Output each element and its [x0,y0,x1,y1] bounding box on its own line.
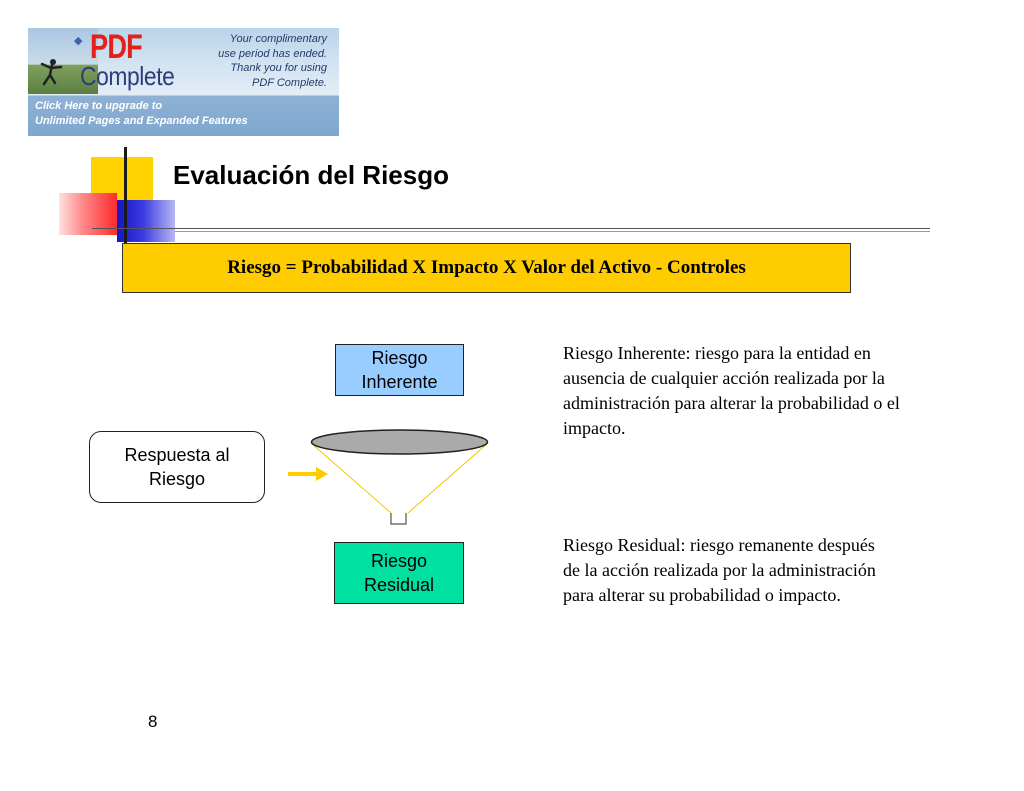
upgrade-banner[interactable] [28,28,339,136]
banner-message-line: PDF Complete. [252,76,327,89]
upgrade-link-line[interactable]: Click Here to upgrade to [35,100,163,112]
banner-message-line: use period has ended. [218,47,327,60]
residual-risk-box [334,542,464,604]
upgrade-link[interactable] [35,99,248,129]
jumping-person-icon [38,58,64,88]
slide-title: Evaluación del Riesgo [173,160,449,190]
risk-response-line: Riesgo [148,469,205,489]
banner-logo-bottom: Complete [80,61,175,91]
pdf-logo-icon: ◆ [74,34,83,47]
page-number: 8 [148,712,158,731]
risk-response-box [89,431,265,503]
residual-risk-line: Riesgo [370,551,427,571]
inherent-risk-line: Inherente [361,372,438,392]
residual-risk-line: Residual [363,575,435,595]
banner-logo-top: PDF [90,28,142,66]
title-divider [92,228,930,229]
decor-vertical-line [124,147,127,247]
arrow-right-icon [286,464,330,484]
upgrade-link-line[interactable]: Unlimited Pages and Expanded Features [35,115,248,127]
banner-message [177,32,327,90]
risk-formula: Riesgo = Probabilidad X Impacto X Valor del Activo - Controles [122,243,851,293]
inherent-risk-line: Riesgo [371,348,428,368]
inherent-risk-description: Riesgo Inherente: riesgo para la entidad en ausencia de cualquier acción realizada por la administración para alterar la probabilidad o el impacto. [563,343,900,438]
banner-message-line: Your complimentary [229,33,327,45]
risk-response-line: Respuesta al [124,445,230,465]
inherent-risk-box [335,344,464,396]
banner-message-line: Thank you for using [230,62,327,74]
title-divider-secondary [175,231,930,232]
residual-risk-description: Riesgo Residual: riesgo remanente después de la acción realizada por la administración para alterar su probabilidad o impacto. [563,535,876,605]
funnel-icon [300,420,500,530]
